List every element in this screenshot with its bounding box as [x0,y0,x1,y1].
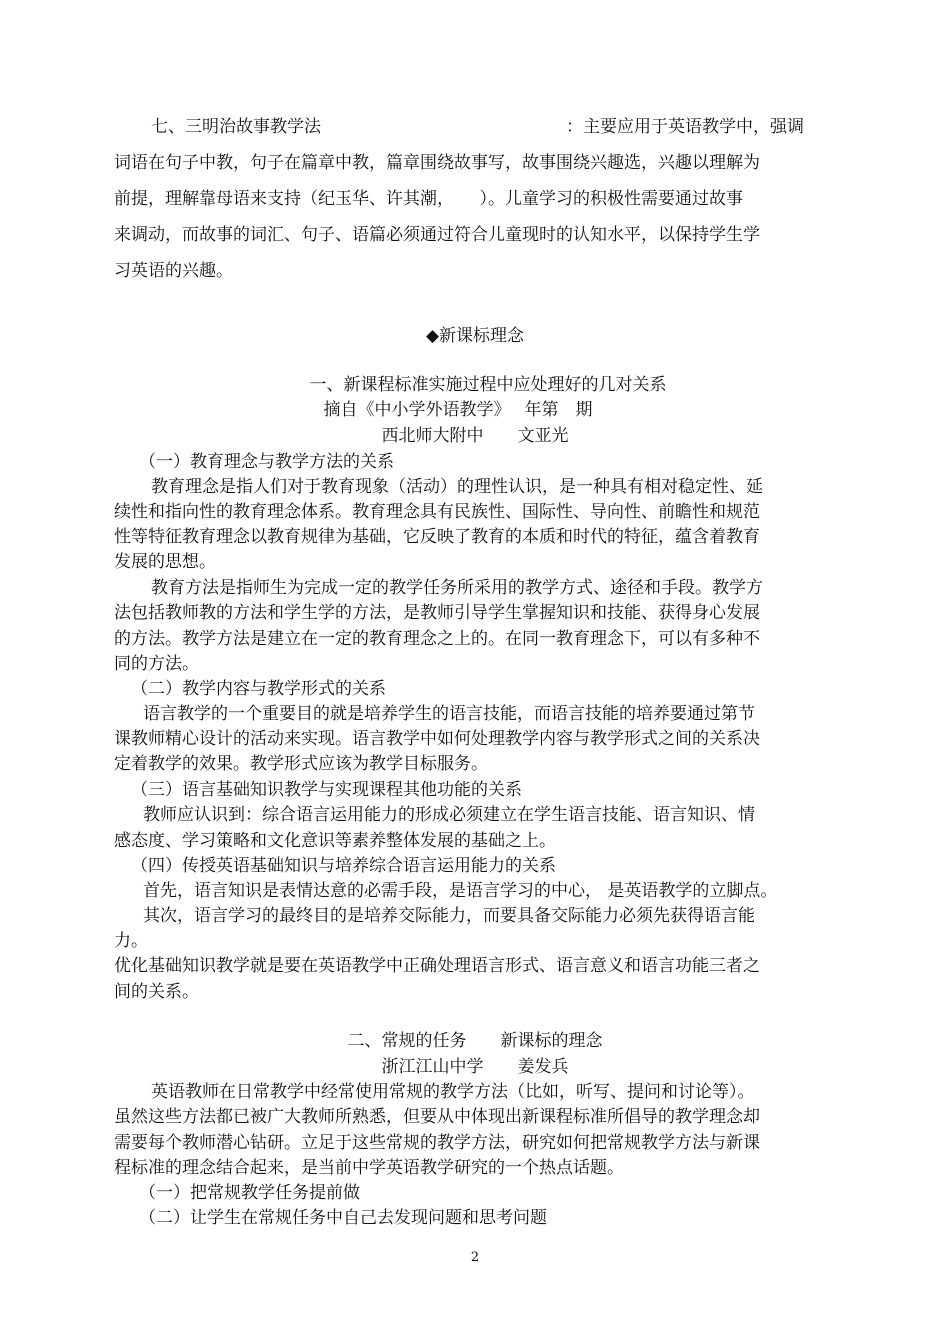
article-author: 浙江江山中学 姜发兵 [381,1057,569,1077]
section-heading: ◆新课标理念 [425,326,525,346]
subsection-heading: （二）让学生在常规任务中自己去发现问题和思考问题 [139,1208,547,1228]
subsection-heading: （一）把常规教学任务提前做 [139,1183,360,1203]
paragraph-line: 教师应认识到：综合语言运用能力的形成必须建立在学生语言技能、语言知识、情 [126,805,755,825]
paragraph-line: 同的方法。 [114,654,199,674]
paragraph-line: 定着教学的效果。教学形式应该为教学目标服务。 [114,754,488,774]
paragraph-line: 虽然这些方法都已被广大教师所熟悉，但要从中体现出新课程标准所倡导的教学理念却 [114,1107,760,1127]
article-author: 西北师大附中 文亚光 [381,426,569,446]
paragraph-line: 英语教师在日常教学中经常使用常规的教学方法（比如，听写、提问和讨论等）。 [134,1082,755,1102]
paragraph-line: 来调动，而故事的词汇、句子、语篇必须通过符合儿童现时的认知水平，以保持学生学 [114,225,760,245]
paragraph-line: 课教师精心设计的活动来实现。语言教学中如何处理教学内容与教学形式之间的关系决 [114,729,760,749]
subsection-heading: （二）教学内容与教学形式的关系 [131,679,386,699]
paragraph-line: 其次，语言学习的最终目的是培养交际能力，而要具备交际能力必须先获得语言能 [126,906,755,926]
paragraph-line: 续性和指向性的教育理念体系。教育理念具有民族性、国际性、导向性、前瞻性和规范 [114,502,760,522]
section-seven-heading: 七、三明治故事教学法 [151,117,321,137]
article-title: 一、新课程标准实施过程中应处理好的几对关系 [309,375,667,395]
article-source: 摘自《中小学外语教学》 年第 期 [323,400,593,420]
paragraph-line: 优化基础知识教学就是要在英语教学中正确处理语言形式、语言意义和语言功能三者之 [114,956,760,976]
paragraph-line: 需要每个教师潜心钻研。立足于这些常规的教学方法，研究如何把常规教学方法与新课 [114,1133,760,1153]
paragraph-line: 法包括教师教的方法和学生学的方法，是教师引导学生掌握知识和技能、获得身心发展 [114,603,760,623]
paragraph-line: 的方法。教学方法是建立在一定的教育理念之上的。在同一教育理念下，可以有多种不 [114,629,760,649]
paragraph-line: 习英语的兴趣。 [114,261,233,281]
paragraph-line: 性等特征教育理念以教育规律为基础，它反映了教育的本质和时代的特征，蕴含着教育 [114,527,760,547]
paragraph-line: 力。 [114,931,148,951]
page-number: 2 [470,1250,480,1265]
paragraph-line: 教育理念是指人们对于教育现象（活动）的理性认识，是一种具有相对稳定性、延 [134,477,763,497]
article-title: 二、常规的任务 新课标的理念 [347,1031,603,1051]
paragraph-line: 语言教学的一个重要目的就是培养学生的语言技能，而语言技能的培养要通过第节 [126,704,755,724]
paragraph-line: 词语在句子中教，句子在篇章中教，篇章围绕故事写，故事围绕兴趣选，兴趣以理解为 [114,153,760,173]
paragraph-line: 发展的思想。 [114,552,216,572]
paragraph-line: 程标准的理念结合起来，是当前中学英语教学研究的一个热点话题。 [114,1158,624,1178]
section-seven-intro: ：主要应用于英语教学中，强调 [566,117,804,137]
paragraph-line: 前提，理解靠母语来支持（纪玉华、许其潮， ）。儿童学习的积极性需要通过故事 [114,189,743,209]
paragraph-line: 首先，语言知识是表情达意的必需手段，是语言学习的中心， 是英语教学的立脚点。 [126,881,778,901]
subsection-heading: （三）语言基础知识教学与实现课程其他功能的关系 [131,780,522,800]
paragraph-line: 教育方法是指师生为完成一定的教学任务所采用的教学方式、途径和手段。教学方 [134,578,763,598]
subsection-heading: （四）传授英语基础知识与培养综合语言运用能力的关系 [131,856,556,876]
subsection-heading: （一）教育理念与教学方法的关系 [139,452,394,472]
paragraph-line: 间的关系。 [114,982,199,1002]
paragraph-line: 感态度、学习策略和文化意识等素养整体发展的基础之上。 [114,831,556,851]
